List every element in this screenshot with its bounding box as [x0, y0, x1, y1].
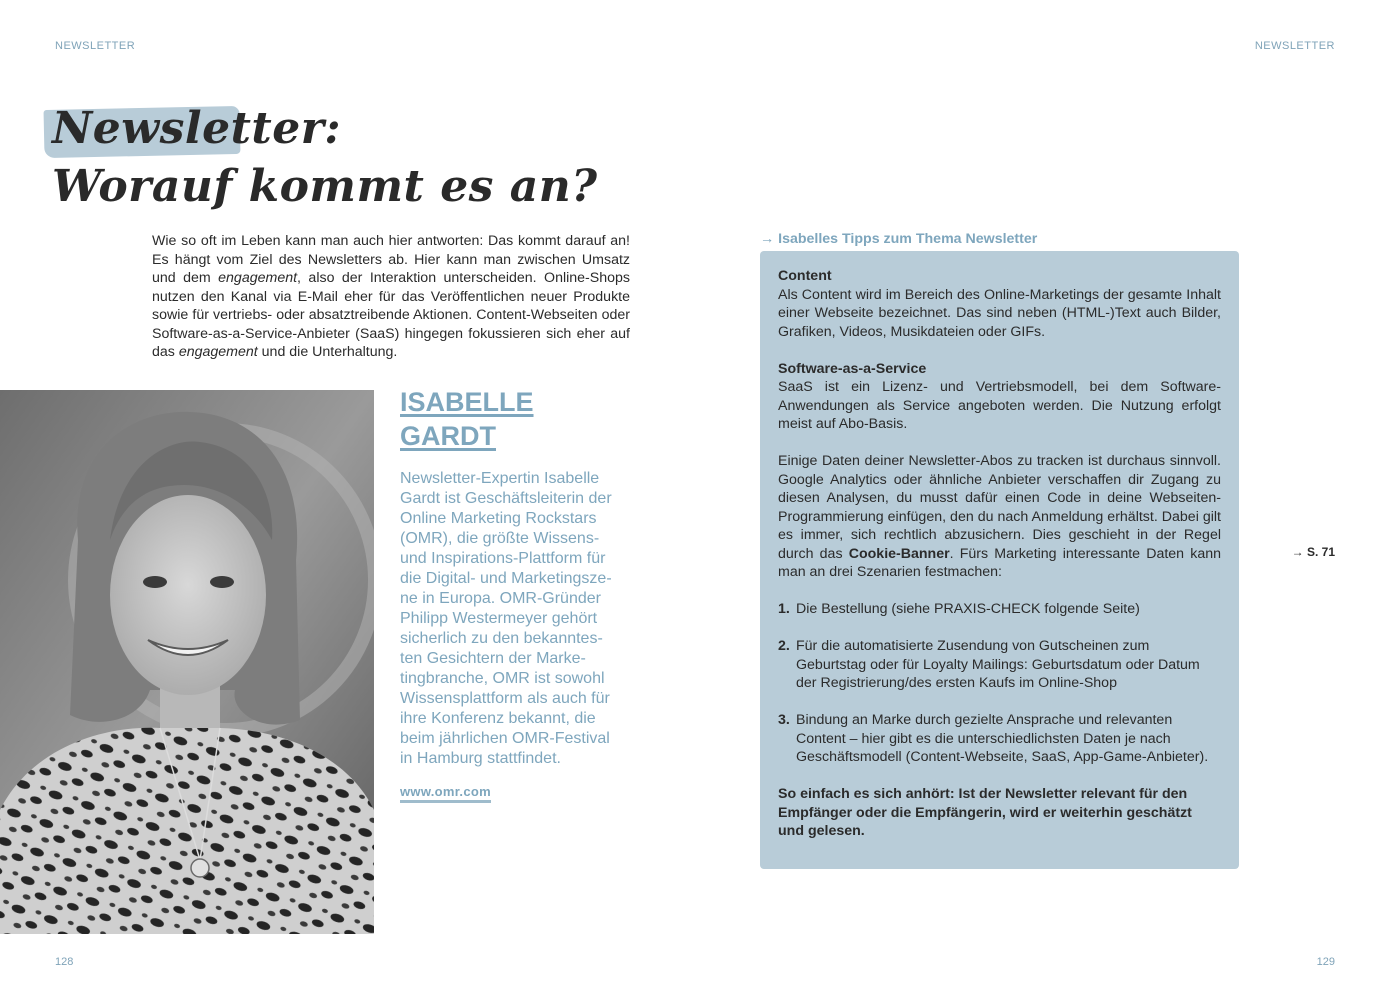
spacer [778, 693, 1221, 712]
intro-paragraph [152, 232, 630, 362]
profile-name [400, 385, 534, 453]
list-item-number: 3. [778, 712, 790, 728]
bio-line: Newsletter-Expertin Isabelle [400, 470, 600, 487]
bio-line: Philipp Westermeyer gehört [400, 610, 598, 627]
list-item-text: Für die automatisierte Zusendung von Gutscheinen zum Geburtstag oder für Loyalty Mailings: Geburtsdatum oder Datum der Registrierung/des ersten Kaufs im Online-Shop [796, 638, 1200, 691]
closing-statement: So einfach es sich anhört: Ist der Newsletter relevant für den Empfänger oder die Empfängerin, wird er weiterhin geschätzt und gelesen. [778, 786, 1192, 839]
list-item-text: Bindung an Marke durch gezielte Ansprache und relevanten Content – hier gibt es die unterschiedlichsten Daten je nach Geschäftsmodell (Content-Webseite, SaaS, App-Game-Anbieter). [796, 712, 1209, 765]
saas-text: SaaS ist ein Lizenz- und Vertriebsmodell, bei dem Software-Anwendungen als Service angeboten werden. Die Nutzung erfolgt meist auf Abo-Basis. [778, 379, 1221, 432]
spacer [778, 434, 1221, 453]
running-head-left: NEWSLETTER [55, 40, 136, 52]
list-item-number: 1. [778, 601, 790, 617]
bio-line: (OMR), die größte Wissens- [400, 530, 600, 547]
page-title [52, 100, 598, 216]
intro-emphasis-1: engagement [218, 270, 298, 286]
bio-line: die Digital- und Marketingsze- [400, 570, 612, 587]
list-item [778, 637, 1221, 693]
page-number-left: 128 [55, 956, 74, 968]
cookie-banner-term: Cookie-Banner [848, 545, 950, 562]
intro-emphasis-2: engagement [178, 344, 258, 360]
portrait-illustration [0, 390, 374, 934]
intro-text-1: Wie so oft im Leben kann man auch hier antworten: Das kommt darauf an! Es hängt vom Ziel des Newsletters ab. Hier kann man zwischen Umsatz und dem [152, 233, 630, 286]
bio-line: Online Marketing Rockstars [400, 510, 597, 527]
bio-line: beim jährlichen OMR-Festival [400, 730, 610, 747]
website-link[interactable]: www.omr.com [400, 784, 491, 803]
running-head-right: NEWSLETTER [1254, 40, 1335, 52]
bio-line: ten Gesichtern der Marke- [400, 650, 586, 667]
bio-line: ihre Konferenz bekannt, die [400, 710, 596, 727]
bio-line: tingbranche, OMR ist sowohl [400, 670, 605, 687]
intro-text-3: und die Unterhaltung. [257, 344, 398, 360]
bio-line: Wissensplattform als auch für [400, 690, 610, 707]
list-item [778, 711, 1221, 767]
tips-box [760, 251, 1239, 869]
page-reference[interactable]: → S. 71 [1291, 545, 1335, 559]
tracking-text-1: Einige Daten deiner Newsletter-Abos zu tracken ist durchaus sinnvoll. Google Analytics oder ähnliche Anbieter verschaffen dir Zugang zu diesen Analysen, du musst dafür einen Code in deine Webseiten-Programmierung einfügen, den du nach Anmeldung erhältst. Dabei gilt es immer, sich rechtlich abzusichern. Dies geschieht in der Regel durch das [778, 453, 1221, 562]
spacer [778, 582, 1221, 601]
profile-bio [400, 469, 635, 769]
spacer [778, 767, 1221, 786]
title-line-1: Newsletter: [52, 103, 342, 154]
bio-line: sicherlich zu den bekanntes- [400, 630, 603, 647]
spacer [778, 341, 1221, 360]
bio-line: in Hamburg stattfindet. [400, 750, 561, 767]
saas-title: Software-as-a-Service [778, 360, 927, 377]
tips-heading: → Isabelles Tipps zum Thema Newsletter [760, 231, 1038, 247]
intro-text-2: , also der Interaktion unterscheiden. Online-Shops nutzen den Kanal via E-Mail eher für das Veröffentlichen neuer Produkte sowie für vertriebs- oder absatztreibende Aktionen. Content-Webseiten oder Software-as-a-Service-Anbieter (SaaS) hingegen fokussieren sich eher auf das [152, 270, 630, 360]
bio-line: Gardt ist Geschäftsleiterin der [400, 490, 612, 507]
list-item-number: 2. [778, 638, 790, 654]
tracking-text-2: . Fürs Marketing interessante Daten kann man an drei Szenarien festmachen: [778, 545, 1222, 580]
tracking-text [778, 452, 1221, 582]
profile-last-name: GARDT [400, 421, 496, 451]
content-title: Content [778, 268, 832, 284]
spacer [778, 619, 1221, 638]
bio-line: und Inspirations-Plattform für [400, 550, 606, 567]
bio-line: ne in Europa. OMR-Gründer [400, 590, 601, 607]
page-number-right: 129 [1316, 956, 1335, 968]
title-line-2: Worauf kommt es an? [52, 161, 598, 212]
profile-first-name: ISABELLE [400, 387, 534, 417]
portrait-photo [0, 390, 374, 934]
content-text: Als Content wird im Bereich des Online-Marketings der gesamte Inhalt einer Webseite bezeichnet. Das sind neben (HTML-)Text auch Bilder, Grafiken, Videos, Musikdateien oder GIFs. [778, 286, 1221, 340]
list-item [778, 600, 1221, 619]
list-item-text: Die Bestellung (siehe PRAXIS-CHECK folgende Seite) [796, 601, 1140, 617]
